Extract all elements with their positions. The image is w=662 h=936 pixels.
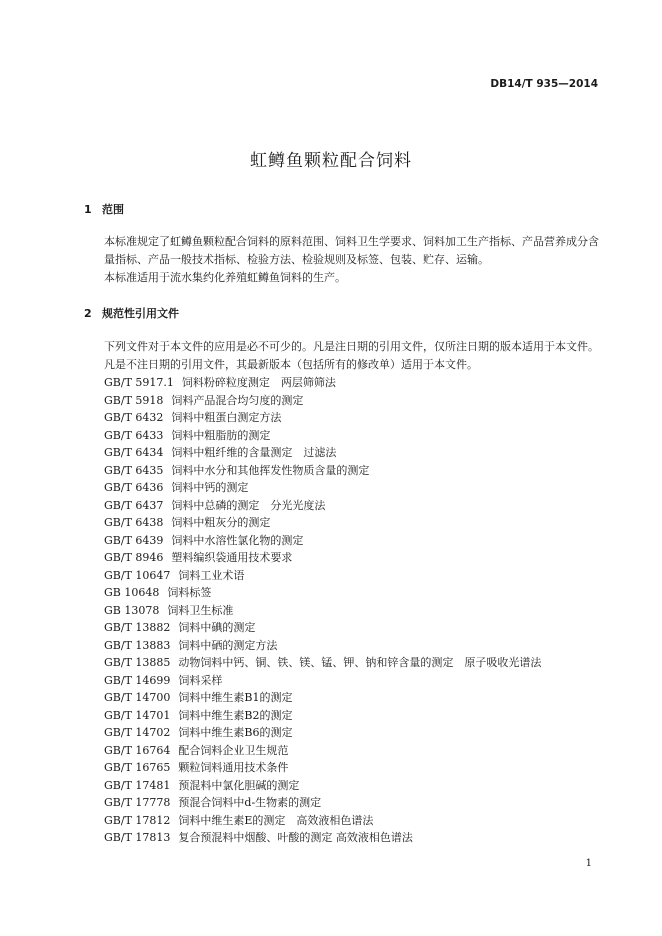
reference-title: 饲料中硒的测定方法 [178, 638, 278, 652]
reference-code: GB 10648 [104, 586, 160, 599]
reference-title: 饲料中碘的测定 [178, 621, 256, 634]
reference-title: 饲料中维生素E的测定 高效液相色谱法 [178, 813, 374, 827]
reference-item [104, 637, 541, 655]
reference-item [104, 392, 541, 410]
reference-title: 饲料工业术语 [178, 568, 245, 582]
reference-title: 饲料中钙的测定 [171, 481, 249, 494]
reference-code: GB/T 17812 [104, 813, 171, 827]
reference-title: 饲料标签 [167, 586, 212, 599]
reference-title: 饲料中维生素B6的测定 [178, 726, 293, 739]
reference-code: GB/T 10647 [104, 568, 171, 582]
reference-title: 饲料中粗灰分的测定 [171, 516, 271, 529]
reference-title: 配合饲料企业卫生规范 [178, 743, 289, 757]
reference-title: 饲料中水分和其他挥发性物质含量的测定 [171, 463, 370, 477]
reference-title: 饲料中水溶性氯化物的测定 [171, 533, 304, 547]
reference-code: GB/T 17813 [104, 831, 171, 844]
reference-title: 饲料中粗纤维的含量测定 过滤法 [171, 446, 337, 459]
reference-code: GB/T 17778 [104, 796, 171, 809]
document-title: 虹鳟鱼颗粒配合饲料 [250, 151, 412, 171]
reference-title: 饲料中粗蛋白测定方法 [171, 411, 282, 424]
reference-item [104, 602, 541, 620]
reference-item [104, 409, 541, 427]
reference-title: 动物饲料中钙、铜、铁、镁、锰、钾、钠和锌含量的测定 原子吸收光谱法 [178, 656, 542, 669]
reference-code: GB/T 6433 [104, 428, 164, 442]
reference-code: GB/T 6437 [104, 498, 164, 512]
reference-code: GB/T 6432 [104, 411, 164, 424]
reference-item [104, 462, 541, 480]
reference-title: 饲料中粗脂肪的测定 [171, 428, 271, 442]
section-heading-scope [84, 201, 124, 217]
reference-title: 塑料编织袋通用技术要求 [171, 551, 293, 564]
reference-title: 预混合饲料中d-生物素的测定 [178, 796, 322, 809]
reference-title: 复合预混料中烟酸、叶酸的测定 高效液相色谱法 [178, 831, 413, 844]
reference-item [104, 777, 541, 795]
reference-code: GB/T 13885 [104, 656, 171, 669]
reference-title: 饲料粉碎粒度测定 两层筛筛法 [181, 376, 336, 389]
reference-code: GB/T 6439 [104, 533, 164, 547]
reference-item [104, 689, 541, 707]
reference-title: 饲料中维生素B2的测定 [178, 708, 293, 722]
reference-code: GB/T 14701 [104, 708, 171, 722]
section-number: 2 [84, 307, 92, 320]
reference-code: GB/T 8946 [104, 551, 164, 564]
reference-item [104, 619, 541, 637]
reference-item [104, 479, 541, 497]
page-number: 1 [585, 858, 592, 869]
reference-code: GB/T 6434 [104, 446, 164, 459]
reference-item [104, 724, 541, 742]
section-heading-references [84, 305, 179, 321]
section-title: 规范性引用文件 [102, 307, 179, 320]
reference-item [104, 829, 541, 847]
reference-item [104, 794, 541, 812]
reference-code: GB/T 16765 [104, 761, 171, 774]
reference-code: GB/T 14699 [104, 673, 171, 687]
scope-paragraph-1 [84, 233, 604, 269]
paragraph-text: 下列文件对于本文件的应用是必不可少的。凡是注日期的引用文件，仅所注日期的版本适用于本文件。凡是不注日期的引用文件，其最新版本（包括所有的修改单）适用于本文件。 [104, 340, 599, 371]
reference-title: 饲料卫生标准 [167, 603, 234, 617]
scope-paragraph-2 [84, 269, 604, 287]
reference-code: GB/T 17481 [104, 778, 171, 792]
reference-item [104, 549, 541, 567]
reference-item [104, 532, 541, 550]
reference-code: GB/T 14700 [104, 691, 171, 704]
reference-title: 饲料中总磷的测定 分光光度法 [171, 498, 326, 512]
reference-item [104, 707, 541, 725]
section-number: 1 [84, 203, 92, 216]
reference-code: GB/T 6435 [104, 463, 164, 477]
reference-code: GB/T 13883 [104, 638, 171, 652]
reference-title: 预混料中氯化胆碱的测定 [178, 778, 300, 792]
reference-code: GB/T 14702 [104, 726, 171, 739]
reference-title: 饲料中维生素B1的测定 [178, 691, 293, 704]
reference-item [104, 584, 541, 602]
paragraph-text: 本标准规定了虹鳟鱼颗粒配合饲料的原料范围、饲料卫生学要求、饲料加工生产指标、产品营养成分含量指标、产品一般技术指标、检验方法、检验规则及标签、包装、贮存、运输。 [104, 235, 599, 266]
reference-item [104, 497, 541, 515]
reference-item [104, 654, 541, 672]
reference-title: 颗粒饲料通用技术条件 [178, 761, 289, 774]
reference-code: GB/T 13882 [104, 621, 171, 634]
reference-title: 饲料采样 [178, 673, 223, 687]
reference-item [104, 374, 541, 392]
reference-item [104, 427, 541, 445]
section-title: 范围 [102, 203, 124, 216]
reference-code: GB/T 5917.1 [104, 376, 174, 389]
paragraph-text: 本标准适用于流水集约化养殖虹鳟鱼饲料的生产。 [104, 271, 346, 284]
reference-item [104, 444, 541, 462]
reference-code: GB/T 6438 [104, 516, 164, 529]
reference-item [104, 567, 541, 585]
reference-list [104, 374, 541, 847]
reference-item [104, 759, 541, 777]
reference-item [104, 672, 541, 690]
reference-code: GB/T 16764 [104, 743, 171, 757]
reference-title: 饲料产品混合均匀度的测定 [171, 393, 304, 407]
reference-item [104, 742, 541, 760]
standard-code: DB14/T 935—2014 [490, 78, 598, 90]
reference-code: GB 13078 [104, 603, 160, 617]
reference-code: GB/T 5918 [104, 393, 164, 407]
reference-code: GB/T 6436 [104, 481, 164, 494]
references-intro-paragraph [84, 338, 604, 374]
reference-item [104, 812, 541, 830]
reference-item [104, 514, 541, 532]
